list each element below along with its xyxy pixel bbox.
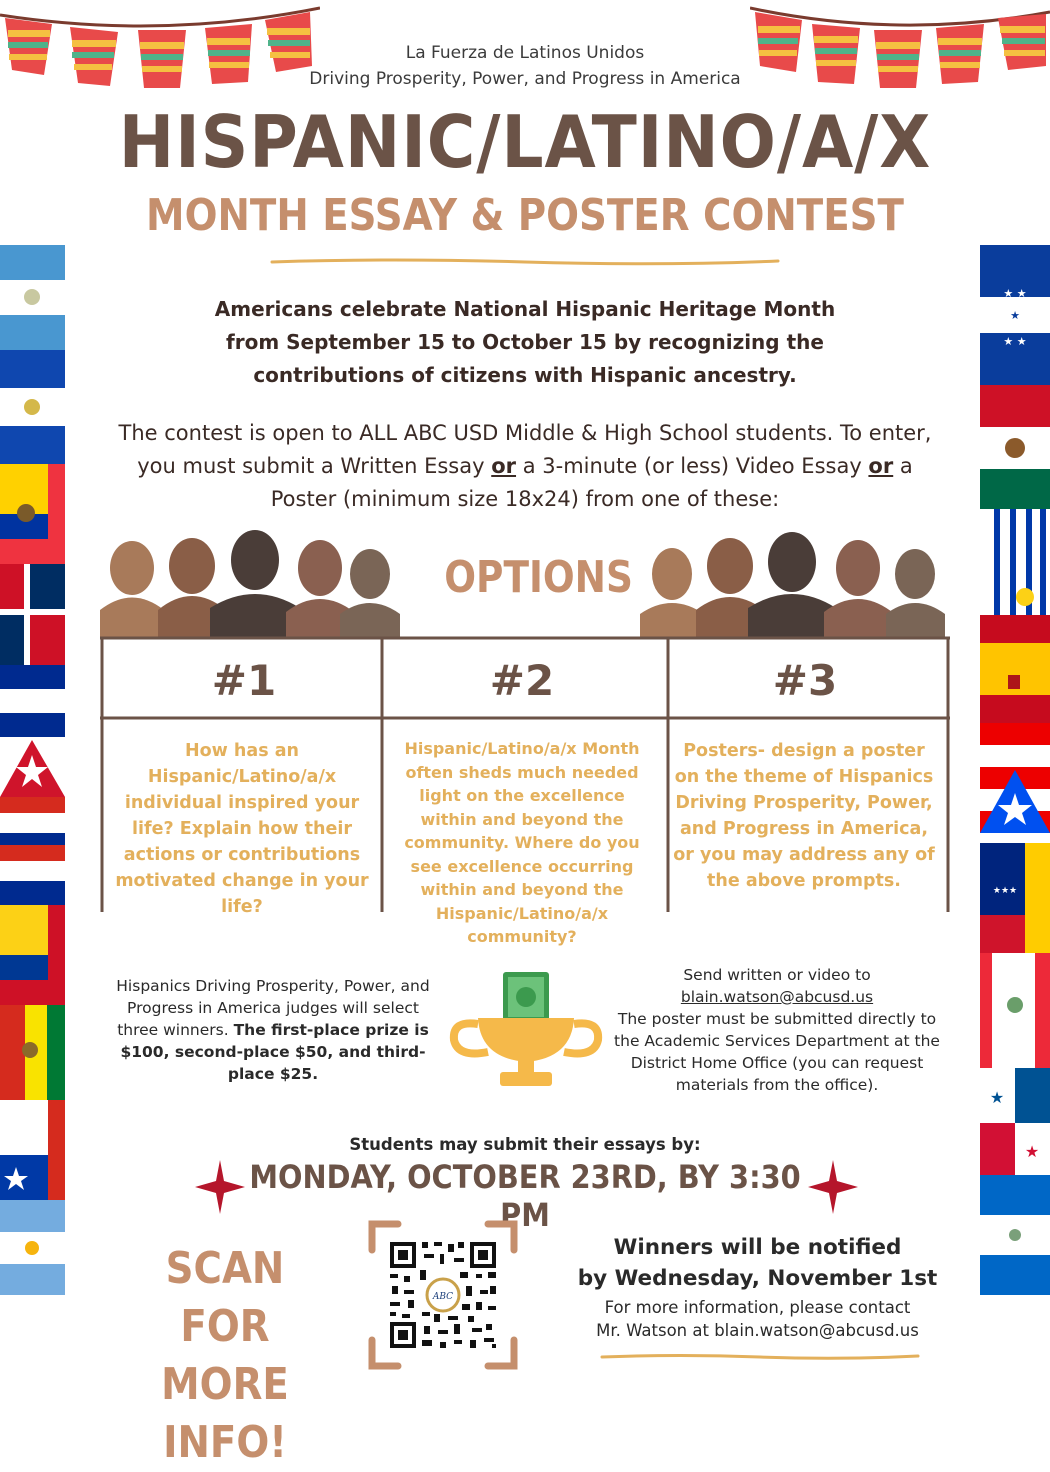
flags-right-column [980, 245, 1050, 1295]
submission-instructions [612, 964, 942, 1096]
submission-line: Send written or video to [683, 966, 871, 984]
eligibility-paragraph [110, 417, 940, 516]
star-right-icon [808, 1160, 858, 1214]
option-prompt-1: How has an Hispanic/Latino/a/x individual inspired your life? Explain how their actions or contributions motivated change in your life? [115, 741, 369, 917]
eligibility-text: a Poster (minimum size 18x24) from one of these: [270, 454, 913, 511]
title-underline-divider [270, 256, 780, 268]
scan-callout [115, 1240, 335, 1472]
svg-text:★: ★ [989, 1088, 1005, 1107]
deadline-date: MONDAY, OCTOBER 23RD, BY 3:30 PM [249, 1158, 801, 1234]
svg-text:★: ★ [1024, 1142, 1040, 1161]
option-prompt-2: Hispanic/Latino/a/x Month often sheds much needed light on the excellence within and beyond the community. Where do you see excellence occurring within and beyond the Hispanic/Latino/a/x community? [404, 739, 640, 946]
intro-statement [130, 293, 920, 392]
contact-line: Mr. Watson at blain.watson@abcusd.us [596, 1321, 919, 1340]
contact-info [570, 1296, 945, 1342]
prize-amounts: The first-place prize is $100, second-place $50, and third-place $25. [120, 1021, 429, 1083]
scan-line: MORE INFO! [161, 1359, 289, 1468]
trophy-money-icon [448, 968, 604, 1090]
footer-underline-divider [600, 1352, 920, 1362]
org-name: La Fuerza de Latinos Unidos [405, 43, 645, 63]
star-left-icon [195, 1160, 245, 1214]
org-tagline: Driving Prosperity, Power, and Progress in America [309, 69, 741, 89]
eligibility-text: a 3-minute (or less) Video Essay [516, 454, 869, 478]
prize-details [112, 975, 434, 1085]
submission-poster-note: The poster must be submitted directly to the Academic Services Department at the District Home Office (you can request materials from the office). [614, 1010, 940, 1094]
org-header [200, 40, 850, 92]
svg-text:★ ★: ★ ★ [1003, 287, 1027, 300]
contact-line: For more information, please contact [604, 1298, 911, 1317]
intro-line: Americans celebrate National Hispanic Heritage Month [214, 297, 836, 321]
prize-text: Hispanics Driving Prosperity, Power, and Progress in America judges will select three winners. [116, 977, 430, 1039]
scan-line: SCAN FOR [165, 1243, 285, 1352]
winners-line: by Wednesday, November 1st [577, 1266, 938, 1291]
option-prompt-3: Posters- design a poster on the theme of Hispanics Driving Prosperity, Power, and Progress in America, or you may address any of the above prompts. [673, 741, 935, 891]
flags-left-column [0, 245, 65, 1295]
svg-text:★: ★ [1010, 309, 1020, 322]
deadline-lead: Students may submit their essays by: [349, 1135, 701, 1154]
winners-line: Winners will be notified [613, 1235, 902, 1260]
svg-text:★ ★: ★ ★ [1003, 335, 1027, 348]
intro-line: from September 15 to October 15 by recognizing the [226, 330, 824, 354]
intro-line: contributions of citizens with Hispanic ancestry. [253, 363, 797, 387]
option-number-1: #1 [211, 656, 277, 705]
eligibility-text: The contest is open to ALL ABC USD Middle & High School students. To enter, you must submit a Written Essay [118, 421, 932, 478]
submission-email-link[interactable]: blain.watson@abcusd.us [680, 988, 874, 1006]
page-subtitle: MONTH ESSAY & POSTER CONTEST [146, 190, 904, 241]
option-number-2: #2 [489, 656, 555, 705]
or-emphasis: or [491, 454, 517, 478]
options-heading: OPTIONS [444, 552, 633, 603]
people-silhouettes-left [100, 530, 420, 638]
qr-logo-text: ABC [432, 1292, 454, 1302]
or-emphasis: or [868, 454, 894, 478]
page-title: HISPANIC/LATINO/A/X [118, 100, 932, 184]
option-number-3: #3 [772, 656, 838, 705]
svg-text:★★★: ★★★ [992, 886, 1018, 896]
qr-code[interactable] [368, 1220, 518, 1370]
winners-notice [570, 1232, 945, 1294]
people-silhouettes-right [640, 530, 955, 638]
